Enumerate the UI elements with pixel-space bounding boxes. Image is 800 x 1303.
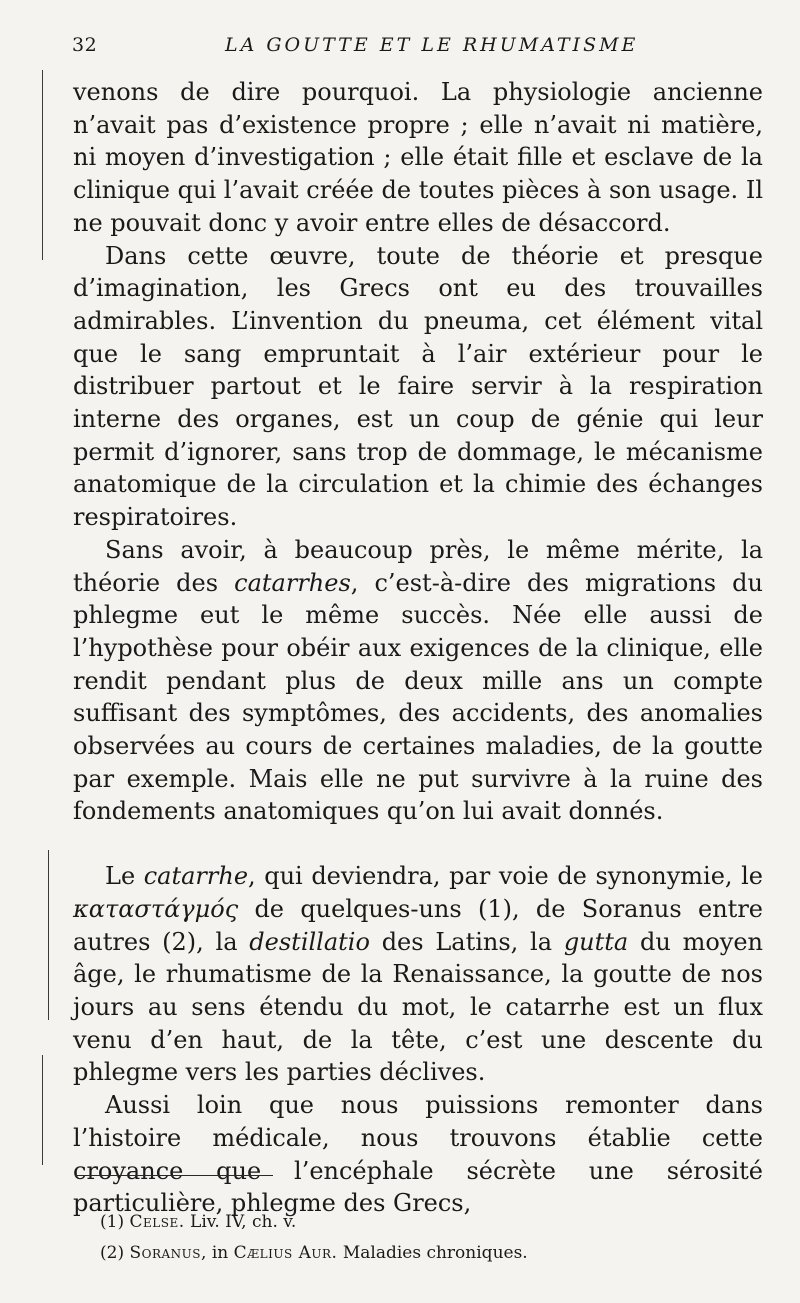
footnotes	[100, 1210, 720, 1272]
paragraph	[73, 1089, 763, 1220]
text-run: venons de dire pourquoi. La physiologie ancienne n’avait pas d’existence propre ; elle n’avait ni matière, ni moyen d’investigation ; elle était fille et esclave de la clinique qui l’avait créée de toutes pièces à son usage. Il ne pouvait donc y avoir entre elles de désaccord.	[73, 78, 763, 237]
italic-term: destillatio	[249, 927, 370, 956]
section-gap	[73, 828, 763, 860]
footnote-divider	[75, 1175, 273, 1176]
footnote	[100, 1241, 720, 1265]
text-run: , qui deviendra, par voie de synonymie, le	[248, 862, 763, 891]
text-run: Le	[105, 862, 144, 891]
margin-pencil-mark	[42, 70, 43, 260]
page-number: 32	[72, 34, 98, 56]
italic-term: gutta	[563, 927, 629, 956]
italic-term: catarrhes	[234, 568, 351, 597]
paragraph	[73, 534, 763, 828]
footnote-text: , in	[201, 1243, 234, 1263]
footnote	[100, 1210, 720, 1234]
running-title: LA GOUTTE ET LE RHUMATISME	[225, 34, 639, 56]
italic-term: καταστάγμός	[73, 894, 239, 923]
footnote-text: Liv. IV, ch. v.	[184, 1212, 297, 1232]
text-run: , c’est-à-dire des migrations du phlegme eut le même succès. Née elle aussi de l’hypothèse pour obéir aux exigences de la clinique, elle rendit pendant plus de deux mille ans un compte suffisant des symptômes, des accidents, des anomalies observées au cours de certaines maladies, de la goutte par exemple. Mais elle ne put survivre à la ruine des fondements anatomiques qu’on lui avait donnés.	[73, 568, 763, 826]
footnote-author: Soranus	[129, 1243, 202, 1263]
paragraph	[73, 860, 763, 1089]
page-header	[0, 30, 800, 70]
paragraph	[73, 240, 763, 534]
body-text	[73, 76, 763, 1220]
text-run: des Latins, la	[369, 927, 564, 956]
text-run: de quelques-uns (1), de Soranus entre autres (2), la	[73, 894, 763, 956]
footnote-marker: (2)	[100, 1243, 125, 1263]
footnote-author: Celse.	[129, 1212, 185, 1232]
margin-pencil-mark	[42, 1055, 43, 1165]
margin-pencil-mark	[48, 850, 49, 1020]
footnote-text: Maladies chroniques.	[337, 1243, 528, 1263]
paragraph	[73, 76, 763, 240]
italic-term: catarrhe	[143, 862, 249, 891]
footnote-author: Cælius Aur.	[233, 1243, 338, 1263]
text-run: Dans cette œuvre, toute de théorie et presque d’imagination, les Grecs ont eu des trouvailles admirables. L’invention du pneuma, cet élément vital que le sang empruntait à l’air extérieur pour le distribuer partout et le faire servir à la respiration interne des organes, est un coup de génie qui leur permit d’ignorer, sans trop de dommage, le mécanisme anatomique de la circulation et la chimie des échanges respiratoires.	[73, 241, 763, 532]
text-run: du moyen âge, le rhumatisme de la Renaissance, la goutte de nos jours au sens étendu du mot, le catarrhe est un flux venu d’en haut, de la tête, c’est une descente du phlegme vers les parties déclives.	[73, 927, 763, 1087]
text-run: Sans avoir, à beaucoup près, le même mérite, la théorie des	[73, 535, 763, 597]
footnote-marker: (1)	[100, 1212, 125, 1232]
text-run: Aussi loin que nous puissions remonter dans l’histoire médicale, nous trouvons établie cette croyance que l’encéphale sécrète une sérosité particulière, phlegme des Grecs,	[73, 1091, 763, 1218]
